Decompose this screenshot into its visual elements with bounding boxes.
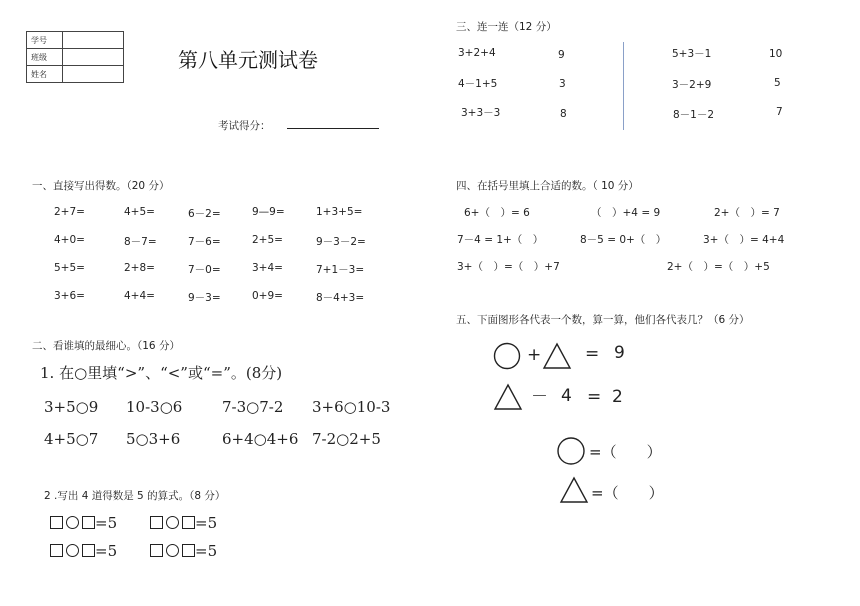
info-label: 学号 bbox=[27, 32, 63, 49]
equation1-result: 9 bbox=[614, 343, 625, 363]
blank-equation bbox=[50, 542, 117, 560]
fill-item[interactable]: 6+（ ）= 6 bbox=[464, 207, 530, 219]
info-label: 班级 bbox=[27, 49, 63, 66]
info-row-name bbox=[27, 66, 124, 83]
arithmetic-item: 2+5= bbox=[252, 234, 283, 246]
fill-item[interactable]: 3+（ ）=（ ）+7 bbox=[457, 261, 560, 273]
match-left-expr[interactable]: 3+2+4 bbox=[458, 47, 496, 59]
triangle-answer-blank[interactable]: =（ ） bbox=[591, 484, 664, 502]
triangle-shape-icon bbox=[559, 476, 589, 504]
answer-square-icon[interactable] bbox=[82, 544, 95, 557]
compare-grid bbox=[44, 398, 402, 448]
arithmetic-item: 3+6= bbox=[54, 290, 85, 302]
divider-line bbox=[623, 42, 624, 130]
match-right-expr[interactable]: 5+3－1 bbox=[672, 48, 712, 60]
section1-heading: 一、直接写出得数。（20 分） bbox=[32, 180, 170, 192]
equals-sign: = bbox=[585, 344, 600, 364]
triangle-shape-icon bbox=[493, 383, 523, 411]
blank-equation bbox=[50, 514, 117, 532]
section1-grid bbox=[54, 206, 396, 305]
compare-item: 4+5○7 bbox=[44, 430, 99, 448]
answer-square-icon[interactable] bbox=[150, 544, 163, 557]
equation2-number: 4 bbox=[561, 386, 572, 406]
arithmetic-item: 8－4+3= bbox=[316, 292, 365, 304]
circle-shape-icon bbox=[556, 436, 586, 466]
match-left-expr[interactable]: 4－1+5 bbox=[458, 78, 498, 90]
fill-item[interactable]: 2+（ ）= 7 bbox=[714, 207, 780, 219]
circle-answer-blank[interactable]: =（ ） bbox=[589, 443, 662, 461]
compare-item: 5○3+6 bbox=[126, 430, 181, 448]
section2-part1-heading: 1. 在○里填“>”、“<”或“=”。(8分) bbox=[40, 364, 283, 382]
compare-item: 3+6○10-3 bbox=[312, 398, 391, 416]
student-info-table bbox=[26, 31, 124, 83]
plus-sign: + bbox=[527, 345, 542, 365]
score-line bbox=[218, 116, 379, 133]
match-left-num[interactable]: 9 bbox=[558, 49, 565, 61]
arithmetic-item: 7－6= bbox=[188, 236, 221, 248]
answer-square-icon[interactable] bbox=[50, 516, 63, 529]
compare-item: 3+5○9 bbox=[44, 398, 99, 416]
score-label: 考试得分： bbox=[218, 120, 271, 132]
arithmetic-item: 9—9= bbox=[252, 206, 285, 218]
fill-item[interactable]: 7－4 = 1+（ ） bbox=[457, 234, 544, 246]
arithmetic-item: 4+0= bbox=[54, 234, 85, 246]
arithmetic-item: 9－3－2= bbox=[316, 236, 366, 248]
arithmetic-item: 1+3+5= bbox=[316, 206, 363, 218]
match-right-expr[interactable]: 8－1－2 bbox=[673, 109, 715, 121]
compare-item: 7-2○2+5 bbox=[312, 430, 381, 448]
arithmetic-item: 2+8= bbox=[124, 262, 155, 274]
section2-part2-heading: 2 .写出 4 道得数是 5 的算式。（8 分） bbox=[44, 490, 226, 502]
equation2-result: 2 bbox=[612, 387, 623, 407]
compare-item: 6+4○4+6 bbox=[222, 430, 299, 448]
fill-item[interactable]: 2+（ ）=（ ）+5 bbox=[667, 261, 770, 273]
arithmetic-item: 5+5= bbox=[54, 262, 85, 274]
arithmetic-item: 6－2= bbox=[188, 208, 221, 220]
fill-item[interactable]: （ ）+4 = 9 bbox=[591, 207, 661, 219]
section2-heading: 二、看谁填的最细心。（16 分） bbox=[32, 340, 180, 352]
answer-square-icon[interactable] bbox=[182, 516, 195, 529]
arithmetic-item: 4+5= bbox=[124, 206, 155, 218]
equals-sign: = bbox=[587, 387, 602, 407]
info-row-student-id bbox=[27, 32, 124, 49]
name-field[interactable] bbox=[63, 66, 124, 83]
match-right-num[interactable]: 10 bbox=[769, 48, 783, 60]
fill-item[interactable]: 3+（ ）= 4+4 bbox=[703, 234, 785, 246]
operator-circle-icon[interactable] bbox=[66, 544, 79, 557]
circle-shape-icon bbox=[493, 342, 521, 370]
class-field[interactable] bbox=[63, 49, 124, 66]
blank-equation bbox=[150, 514, 217, 532]
info-label: 姓名 bbox=[27, 66, 63, 83]
score-blank[interactable] bbox=[287, 116, 379, 129]
arithmetic-item: 7+1－3= bbox=[316, 264, 365, 276]
operator-circle-icon[interactable] bbox=[166, 544, 179, 557]
page-title: 第八单元测试卷 bbox=[178, 48, 318, 72]
match-right-expr[interactable]: 3－2+9 bbox=[672, 79, 712, 91]
arithmetic-item: 3+4= bbox=[252, 262, 283, 274]
equation-result: =5 bbox=[95, 514, 118, 532]
match-left-num[interactable]: 3 bbox=[559, 78, 566, 90]
student-id-field[interactable] bbox=[63, 32, 124, 49]
match-right-num[interactable]: 7 bbox=[776, 106, 783, 118]
section3-heading: 三、连一连（12 分） bbox=[456, 21, 557, 33]
operator-circle-icon[interactable] bbox=[66, 516, 79, 529]
arithmetic-item: 8－7= bbox=[124, 236, 157, 248]
section5-heading: 五、下面图形各代表一个数，算一算，他们各代表几？（6 分） bbox=[456, 314, 750, 326]
info-row-class bbox=[27, 49, 124, 66]
arithmetic-item: 7－0= bbox=[188, 264, 221, 276]
match-right-num[interactable]: 5 bbox=[774, 77, 781, 89]
triangle-shape-icon bbox=[542, 342, 572, 370]
answer-square-icon[interactable] bbox=[150, 516, 163, 529]
arithmetic-item: 4+4= bbox=[124, 290, 155, 302]
operator-circle-icon[interactable] bbox=[166, 516, 179, 529]
equation-result: =5 bbox=[195, 514, 218, 532]
arithmetic-item: 2+7= bbox=[54, 206, 85, 218]
answer-square-icon[interactable] bbox=[82, 516, 95, 529]
equation-result: =5 bbox=[95, 542, 118, 560]
blank-equation bbox=[150, 542, 217, 560]
answer-square-icon[interactable] bbox=[182, 544, 195, 557]
arithmetic-item: 0+9= bbox=[252, 290, 283, 302]
arithmetic-item: 9－3= bbox=[188, 292, 221, 304]
fill-item[interactable]: 8－5 = 0+（ ） bbox=[580, 234, 667, 246]
equation-result: =5 bbox=[195, 542, 218, 560]
match-left-expr[interactable]: 3+3－3 bbox=[461, 107, 501, 119]
match-left-num[interactable]: 8 bbox=[560, 108, 567, 120]
compare-item: 10-3○6 bbox=[126, 398, 183, 416]
minus-sign: － bbox=[531, 387, 548, 407]
answer-square-icon[interactable] bbox=[50, 544, 63, 557]
section4-heading: 四、在括号里填上合适的数。（ 10 分） bbox=[456, 180, 639, 192]
compare-item: 7-3○7-2 bbox=[222, 398, 284, 416]
